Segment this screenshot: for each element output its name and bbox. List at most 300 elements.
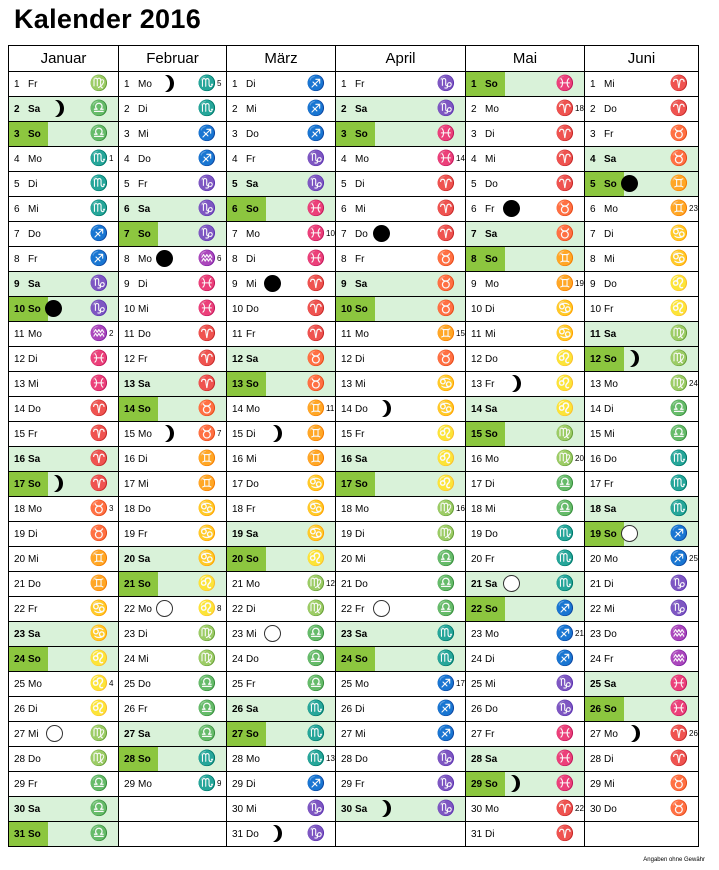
day-label (227, 347, 258, 371)
day-cell[interactable] (585, 497, 699, 522)
day-cell[interactable] (466, 172, 585, 197)
day-cell[interactable] (585, 97, 699, 122)
day-cell[interactable] (119, 372, 227, 397)
day-number: 15 (232, 428, 244, 440)
day-cell[interactable] (9, 147, 119, 172)
day-label (336, 522, 364, 546)
day-cell[interactable] (9, 597, 119, 622)
day-cell[interactable] (227, 272, 336, 297)
day-label (585, 672, 616, 696)
calendar-row (9, 222, 699, 247)
weekday-name: Sa (28, 453, 41, 465)
day-cell[interactable] (336, 397, 466, 422)
day-cell[interactable] (336, 572, 466, 597)
weekday-name: So (604, 703, 617, 715)
day-cell[interactable] (336, 672, 466, 697)
day-cell[interactable] (585, 697, 699, 722)
day-cell[interactable] (9, 522, 119, 547)
weekday-name: Fr (28, 603, 38, 615)
day-cell[interactable] (227, 772, 336, 797)
capricorn-icon: ♑ (306, 150, 326, 167)
day-cell[interactable] (9, 747, 119, 772)
day-number: 23 (590, 628, 602, 640)
aries-icon: ♈ (197, 325, 217, 342)
cancer-icon: ♋ (306, 525, 326, 542)
day-cell[interactable] (227, 447, 336, 472)
day-cell[interactable] (227, 97, 336, 122)
day-cell[interactable] (466, 447, 585, 472)
day-number: 18 (590, 503, 602, 515)
day-cell[interactable] (227, 147, 336, 172)
day-cell[interactable] (336, 322, 466, 347)
day-cell[interactable] (585, 122, 699, 147)
day-label (336, 272, 367, 296)
day-cell[interactable] (336, 747, 466, 772)
day-cell[interactable] (9, 547, 119, 572)
day-number: 5 (341, 178, 347, 190)
weekday-name: Do (355, 578, 368, 590)
taurus-icon: ♉ (197, 425, 217, 442)
day-cell[interactable] (585, 622, 699, 647)
day-cell[interactable] (227, 222, 336, 247)
day-cell[interactable] (227, 372, 336, 397)
day-cell[interactable] (466, 422, 585, 447)
crescent-moon-icon (373, 400, 387, 417)
day-number: 9 (124, 278, 130, 290)
day-label (9, 172, 37, 196)
gemini-icon: ♊ (669, 175, 689, 192)
day-cell[interactable] (119, 297, 227, 322)
day-cell[interactable] (466, 572, 585, 597)
day-number: 28 (590, 753, 602, 765)
scorpio-icon: ♏ (197, 100, 217, 117)
day-cell[interactable] (227, 322, 336, 347)
day-label (336, 622, 367, 646)
day-number: 16 (232, 453, 244, 465)
day-cell[interactable] (585, 672, 699, 697)
day-cell[interactable] (466, 747, 585, 772)
day-cell[interactable] (585, 797, 699, 822)
day-cell[interactable] (227, 747, 336, 772)
day-cell[interactable] (119, 172, 227, 197)
weekday-name: Mo (246, 403, 260, 415)
day-cell[interactable] (585, 522, 699, 547)
day-cell[interactable] (227, 172, 336, 197)
day-cell[interactable] (585, 447, 699, 472)
day-cell[interactable] (466, 797, 585, 822)
day-cell[interactable] (336, 197, 466, 222)
day-cell[interactable] (9, 772, 119, 797)
weekday-name: Mi (604, 78, 615, 90)
day-cell[interactable] (336, 497, 466, 522)
day-cell[interactable] (119, 747, 227, 772)
sagittarius-icon: ♐ (306, 100, 326, 117)
day-cell[interactable] (466, 122, 585, 147)
day-cell[interactable] (119, 272, 227, 297)
day-cell[interactable] (466, 322, 585, 347)
day-cell[interactable] (585, 422, 699, 447)
day-cell[interactable] (336, 447, 466, 472)
day-cell[interactable] (466, 822, 585, 847)
day-cell[interactable] (336, 697, 466, 722)
day-label (585, 122, 613, 146)
day-label (119, 97, 147, 121)
day-cell[interactable] (585, 172, 699, 197)
day-cell[interactable] (119, 122, 227, 147)
day-label (466, 522, 498, 546)
day-cell[interactable] (585, 472, 699, 497)
day-cell[interactable] (585, 547, 699, 572)
aries-icon: ♈ (197, 375, 217, 392)
day-number: 10 (341, 303, 353, 315)
month-header-row (9, 46, 699, 72)
day-cell[interactable] (119, 672, 227, 697)
weekday-name: Do (28, 403, 41, 415)
day-cell[interactable] (466, 97, 585, 122)
day-cell[interactable] (227, 797, 336, 822)
day-cell[interactable] (585, 722, 699, 747)
day-cell[interactable] (119, 547, 227, 572)
day-label (585, 322, 616, 346)
day-cell[interactable] (9, 472, 119, 497)
day-cell[interactable] (227, 597, 336, 622)
capricorn-icon: ♑ (555, 675, 575, 692)
weekday-name: Mo (138, 253, 152, 265)
taurus-icon: ♉ (89, 525, 109, 542)
day-cell[interactable] (119, 397, 227, 422)
day-cell[interactable] (119, 247, 227, 272)
day-cell[interactable] (336, 222, 466, 247)
day-cell[interactable] (9, 722, 119, 747)
pisces-icon: ♓ (197, 275, 217, 292)
day-cell[interactable] (227, 547, 336, 572)
day-cell[interactable] (227, 397, 336, 422)
day-cell[interactable] (466, 247, 585, 272)
libra-icon: ♎ (555, 500, 575, 517)
day-cell[interactable] (466, 222, 585, 247)
day-cell[interactable] (466, 547, 585, 572)
day-number: 21 (232, 578, 244, 590)
full-moon-icon (503, 575, 520, 592)
day-cell[interactable] (336, 172, 466, 197)
day-cell[interactable] (119, 522, 227, 547)
sagittarius-icon: ♐ (436, 675, 456, 692)
aries-icon: ♈ (555, 825, 575, 842)
day-label (466, 672, 496, 696)
day-label (9, 72, 37, 96)
day-cell[interactable] (466, 522, 585, 547)
day-number: 2 (232, 103, 238, 115)
day-cell[interactable] (227, 347, 336, 372)
day-label (585, 97, 617, 121)
day-cell[interactable] (585, 372, 699, 397)
day-cell[interactable] (466, 147, 585, 172)
empty-cell (119, 822, 227, 847)
day-label (585, 522, 624, 546)
day-cell[interactable] (336, 122, 466, 147)
pisces-icon: ♓ (555, 775, 575, 792)
day-cell[interactable] (466, 197, 585, 222)
calendar-row (9, 272, 699, 297)
day-cell[interactable] (119, 197, 227, 222)
day-label (9, 472, 48, 496)
day-cell[interactable] (466, 597, 585, 622)
day-cell[interactable] (466, 622, 585, 647)
weekday-name: So (355, 653, 368, 665)
weekday-name: Mi (604, 778, 615, 790)
day-label (585, 172, 624, 196)
day-number: 9 (341, 278, 347, 290)
month-header-6: Juni (585, 46, 699, 72)
day-cell[interactable] (9, 397, 119, 422)
pisces-icon: ♓ (306, 200, 326, 217)
day-cell[interactable] (119, 472, 227, 497)
day-number: 3 (341, 128, 347, 140)
day-cell[interactable] (336, 797, 466, 822)
new-moon-icon (156, 250, 173, 267)
day-cell[interactable] (227, 672, 336, 697)
day-cell[interactable] (9, 72, 119, 97)
day-cell[interactable] (9, 822, 119, 847)
day-cell[interactable] (119, 597, 227, 622)
day-cell[interactable] (9, 347, 119, 372)
day-cell[interactable] (466, 397, 585, 422)
virgo-icon: ♍ (197, 625, 217, 642)
day-cell[interactable] (119, 447, 227, 472)
weekday-name: Do (604, 278, 617, 290)
leo-icon: ♌ (555, 400, 575, 417)
day-cell[interactable] (336, 472, 466, 497)
day-cell[interactable] (227, 722, 336, 747)
day-cell[interactable] (336, 522, 466, 547)
gemini-icon: ♊ (197, 475, 217, 492)
scorpio-icon: ♏ (197, 775, 217, 792)
day-cell[interactable] (227, 622, 336, 647)
day-cell[interactable] (336, 597, 466, 622)
weekday-name: Fr (246, 503, 256, 515)
day-number: 27 (341, 728, 353, 740)
day-cell[interactable] (336, 547, 466, 572)
day-cell[interactable] (336, 647, 466, 672)
day-cell[interactable] (9, 222, 119, 247)
scorpio-icon: ♏ (89, 200, 109, 217)
day-cell[interactable] (466, 372, 585, 397)
day-number: 3 (590, 128, 596, 140)
day-cell[interactable] (119, 147, 227, 172)
day-cell[interactable] (227, 247, 336, 272)
day-cell[interactable] (9, 197, 119, 222)
day-cell[interactable] (119, 322, 227, 347)
day-cell[interactable] (336, 347, 466, 372)
sagittarius-icon: ♐ (306, 75, 326, 92)
day-cell[interactable] (9, 322, 119, 347)
day-cell[interactable] (466, 497, 585, 522)
day-number: 9 (590, 278, 596, 290)
day-cell[interactable] (9, 622, 119, 647)
day-cell[interactable] (585, 297, 699, 322)
day-label (119, 122, 149, 146)
day-cell[interactable] (9, 297, 119, 322)
day-cell[interactable] (466, 472, 585, 497)
day-label (119, 397, 158, 421)
day-cell[interactable] (585, 222, 699, 247)
day-number: 14 (124, 403, 136, 415)
day-number: 23 (124, 628, 136, 640)
weekday-name: Do (485, 703, 498, 715)
day-cell[interactable] (119, 647, 227, 672)
day-cell[interactable] (9, 122, 119, 147)
day-number: 7 (471, 228, 477, 240)
day-cell[interactable] (119, 772, 227, 797)
day-cell[interactable] (227, 197, 336, 222)
day-label (9, 822, 48, 846)
day-cell[interactable] (585, 397, 699, 422)
weekday-name: Di (246, 428, 256, 440)
day-cell[interactable] (466, 72, 585, 97)
day-cell[interactable] (119, 722, 227, 747)
day-cell[interactable] (466, 647, 585, 672)
sagittarius-icon: ♐ (197, 150, 217, 167)
day-cell[interactable] (336, 72, 466, 97)
libra-icon: ♎ (669, 425, 689, 442)
day-cell[interactable] (9, 497, 119, 522)
day-cell[interactable] (227, 422, 336, 447)
sagittarius-icon: ♐ (197, 125, 217, 142)
day-cell[interactable] (336, 622, 466, 647)
day-cell[interactable] (585, 197, 699, 222)
day-number: 11 (14, 328, 25, 340)
day-cell[interactable] (9, 372, 119, 397)
scorpio-icon: ♏ (555, 525, 575, 542)
day-cell[interactable] (585, 747, 699, 772)
day-cell[interactable] (585, 647, 699, 672)
day-cell[interactable] (119, 497, 227, 522)
day-cell[interactable] (336, 272, 466, 297)
day-cell[interactable] (336, 772, 466, 797)
day-cell[interactable] (336, 97, 466, 122)
day-cell[interactable] (336, 372, 466, 397)
day-cell[interactable] (336, 147, 466, 172)
day-number: 18 (471, 503, 483, 515)
day-cell[interactable] (9, 422, 119, 447)
day-cell[interactable] (585, 147, 699, 172)
day-cell[interactable] (9, 572, 119, 597)
day-label (119, 647, 149, 671)
day-cell[interactable] (227, 122, 336, 147)
day-cell[interactable] (336, 722, 466, 747)
weekday-name: Fr (138, 703, 148, 715)
day-cell[interactable] (466, 672, 585, 697)
day-cell[interactable] (466, 697, 585, 722)
day-cell[interactable] (466, 272, 585, 297)
day-cell[interactable] (227, 647, 336, 672)
day-cell[interactable] (119, 572, 227, 597)
day-cell[interactable] (466, 772, 585, 797)
day-cell[interactable] (585, 572, 699, 597)
cancer-icon: ♋ (197, 550, 217, 567)
day-cell[interactable] (227, 472, 336, 497)
day-cell[interactable] (119, 72, 227, 97)
sagittarius-icon: ♐ (89, 225, 109, 242)
day-cell[interactable] (336, 297, 466, 322)
day-cell[interactable] (227, 297, 336, 322)
day-number: 20 (232, 553, 244, 565)
day-cell[interactable] (585, 272, 699, 297)
weekday-name: Sa (604, 153, 617, 165)
day-cell[interactable] (9, 272, 119, 297)
day-cell[interactable] (227, 822, 336, 847)
crescent-moon-icon (46, 100, 60, 117)
day-cell[interactable] (585, 247, 699, 272)
day-number: 20 (124, 553, 136, 565)
day-cell[interactable] (9, 697, 119, 722)
day-cell[interactable] (227, 497, 336, 522)
day-cell[interactable] (119, 97, 227, 122)
day-cell[interactable] (119, 347, 227, 372)
day-number: 17 (232, 478, 244, 490)
day-cell[interactable] (336, 422, 466, 447)
day-label (119, 372, 150, 396)
day-cell[interactable] (9, 447, 119, 472)
day-cell[interactable] (227, 522, 336, 547)
day-label (466, 447, 499, 471)
day-number: 5 (124, 178, 130, 190)
day-cell[interactable] (9, 172, 119, 197)
virgo-icon: ♍ (89, 725, 109, 742)
day-cell[interactable] (227, 697, 336, 722)
day-number: 25 (232, 678, 244, 690)
day-label (585, 697, 624, 721)
day-number: 19 (341, 528, 353, 540)
day-cell[interactable] (9, 672, 119, 697)
day-label (466, 747, 497, 771)
day-cell[interactable] (585, 72, 699, 97)
day-number: 2 (471, 103, 477, 115)
crescent-moon-icon (502, 775, 516, 792)
day-cell[interactable] (336, 247, 466, 272)
day-cell[interactable] (9, 647, 119, 672)
weekday-name: Fr (28, 778, 38, 790)
day-cell[interactable] (466, 297, 585, 322)
day-cell[interactable] (119, 697, 227, 722)
day-cell[interactable] (585, 322, 699, 347)
day-cell[interactable] (466, 722, 585, 747)
weekday-name: Mi (138, 478, 149, 490)
day-cell[interactable] (227, 72, 336, 97)
day-cell[interactable] (119, 622, 227, 647)
weekday-name: Di (485, 303, 495, 315)
day-label (227, 747, 260, 771)
day-number: 20 (341, 553, 353, 565)
day-label (119, 522, 147, 546)
disclaimer: Angaben ohne Gewähr (643, 857, 705, 863)
day-cell[interactable] (9, 247, 119, 272)
weekday-name: Fr (485, 203, 495, 215)
weekday-name: Di (28, 178, 38, 190)
day-cell[interactable] (9, 797, 119, 822)
day-label (9, 122, 48, 146)
day-cell[interactable] (119, 222, 227, 247)
day-cell[interactable] (466, 347, 585, 372)
day-cell[interactable] (9, 97, 119, 122)
day-cell[interactable] (585, 347, 699, 372)
day-cell[interactable] (119, 422, 227, 447)
day-cell[interactable] (585, 772, 699, 797)
calendar-row (9, 822, 699, 847)
day-number: 9 (232, 278, 238, 290)
day-cell[interactable] (227, 572, 336, 597)
day-cell[interactable] (585, 597, 699, 622)
